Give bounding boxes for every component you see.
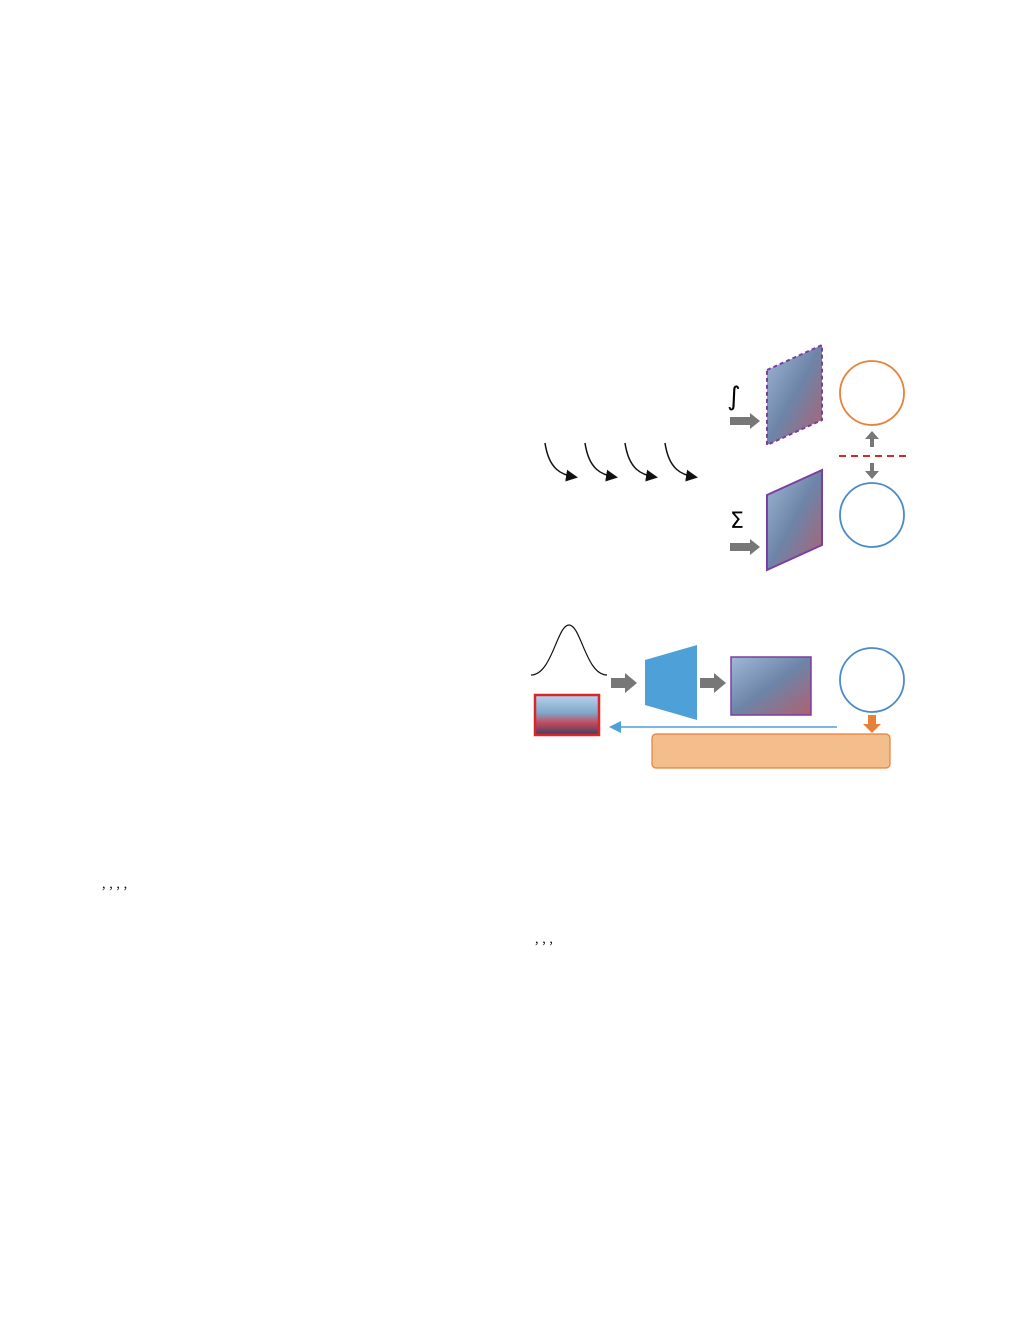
arrow-down-icon [865,463,879,479]
affiliation-list [0,263,1024,287]
arrow-right-icon [730,413,760,429]
figure-1 [517,335,917,810]
synthetic-blurry-image [767,470,822,570]
integral-symbol: ∫ [727,382,741,412]
real-blurry-image [767,345,822,445]
intro-right-column [517,929,913,953]
intro-left-column [84,874,480,898]
curved-arrows [545,443,695,477]
arrow-right-icon [730,539,760,555]
arrow-up-icon [865,431,879,447]
sum-symbol: Σ [730,509,744,534]
generated-image [731,657,811,715]
intro-paragraph-1: , , , , [102,876,128,892]
synthetic-cluster [840,483,904,547]
real-cluster [840,361,904,425]
sharp-image [535,695,599,735]
right-paragraph-1: , , , [535,931,554,947]
rwbi-dataset-strip [652,734,890,768]
author-block [0,239,1024,287]
arrow-right-icon [611,673,637,693]
bgan-generator-block [645,645,697,720]
rbl-arrow-icon [863,715,881,733]
gaussian-curve [531,625,607,675]
synthetic-cluster-b [840,648,904,712]
arrow-right-icon [700,673,726,693]
author-list [0,239,1024,263]
